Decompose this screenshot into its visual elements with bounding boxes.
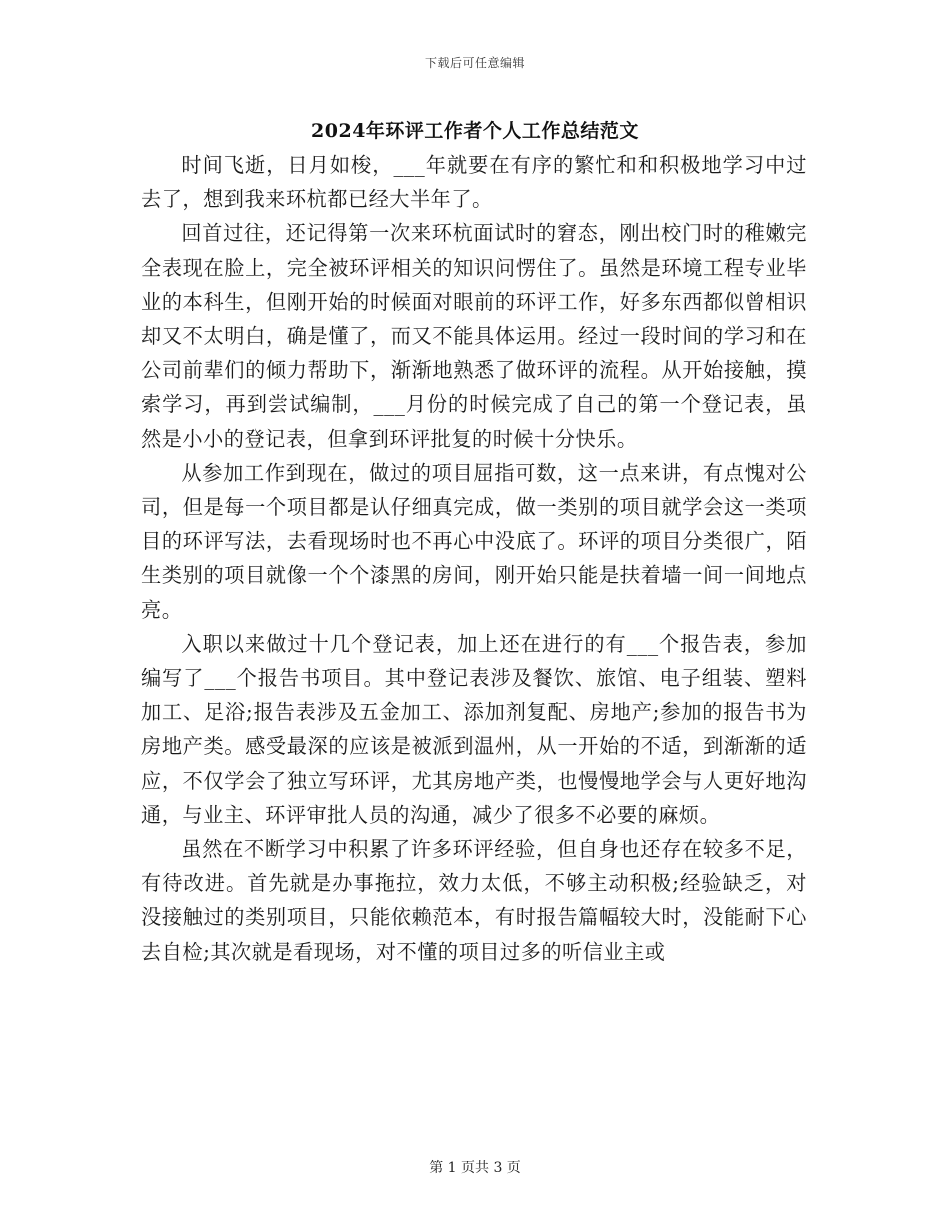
paragraph: 时间飞逝，日月如梭，___年就要在有序的繁忙和和积极地学习中过去了，想到我来环杭都已经大半年了。 (141, 153, 807, 212)
document-body (141, 148, 807, 969)
document-title: 2024年环评工作者个人工作总结范文 (311, 120, 639, 142)
page-number: 第 1 页共 3 页 (429, 1160, 521, 1176)
paragraph: 入职以来做过十几个登记表，加上还在进行的有___个报告表，参加编写了___个报告书项目。其中登记表涉及餐饮、旅馆、电子组装、塑料加工、足浴;报告表涉及五金加工、添加剂复配、房地产;参加的报告书为房地产类。感受最深的应该是被派到温州，从一开始的不适，到渐渐的适应，不仅学会了独立写环评，尤其房地产类，也慢慢地学会与人更好地沟通，与业主、环评审批人员的沟通，减少了很多不必要的麻烦。 (141, 631, 807, 827)
paragraph: 从参加工作到现在，做过的项目屈指可数，这一点来讲，有点愧对公司，但是每一个项目都是认仔细真完成，做一类别的项目就学会这一类项目的环评写法，去看现场时也不再心中没底了。环评的项目分类很广，陌生类别的项目就像一个个漆黑的房间，刚开始只能是扶着墙一间一间地点亮。 (141, 460, 807, 622)
header-note: 下载后可任意编辑 (424, 56, 525, 70)
paragraph: 回首过往，还记得第一次来环杭面试时的窘态，刚出校门时的稚嫩完全表现在脸上，完全被环评相关的知识问愣住了。虽然是环境工程专业毕业的本科生，但刚开始的时候面对眼前的环评工作，好多东西都似曾相识却又不太明白，确是懂了，而又不能具体运用。经过一段时间的学习和在公司前辈们的倾力帮助下，渐渐地熟悉了做环评的流程。从开始接触，摸索学习，再到尝试编制，___月份的时候完成了自己的第一个登记表，虽然是小小的登记表，但拿到环评批复的时候十分快乐。 (141, 221, 807, 451)
paragraph: 虽然在不断学习中积累了许多环评经验，但自身也还存在较多不足，有待改进。首先就是办事拖拉，效力太低，不够主动积极;经验缺乏，对没接触过的类别项目，只能依赖范本，有时报告篇幅较大时，没能耐下心去自检;其次就是看现场，对不懂的项目过多的听信业主或 (141, 837, 807, 964)
